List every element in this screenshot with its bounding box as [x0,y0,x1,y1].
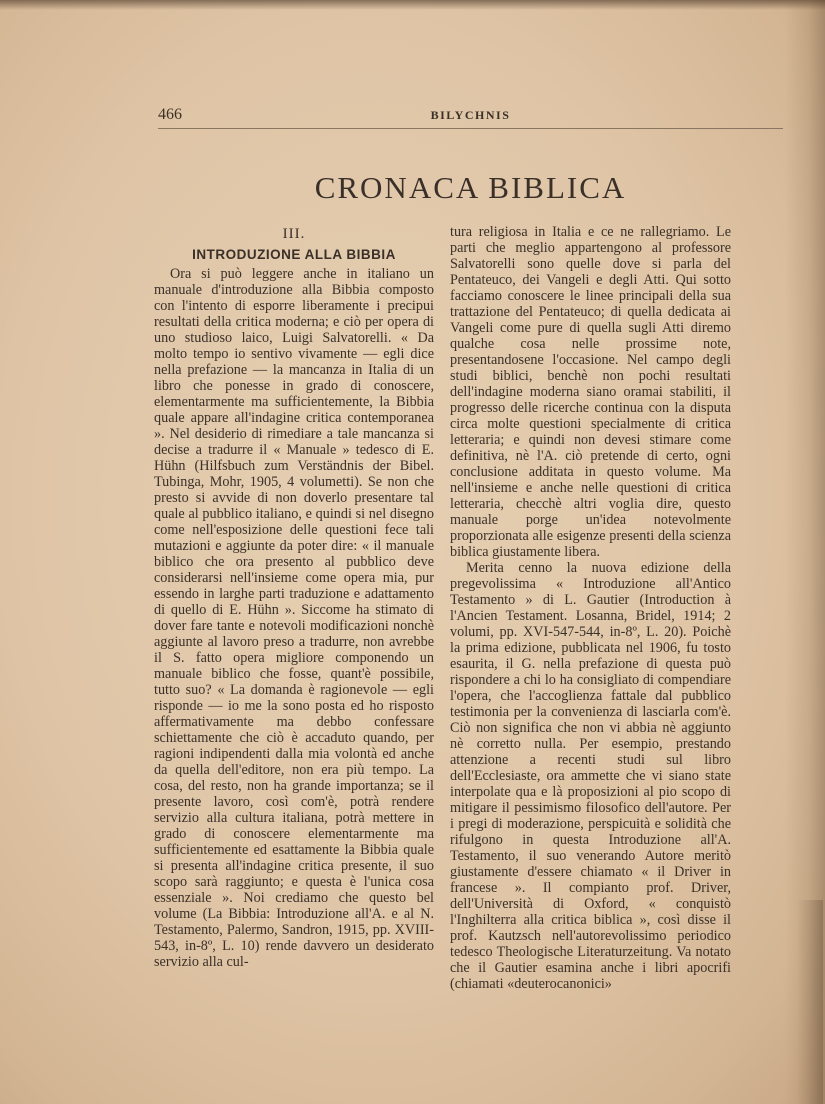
page-header [158,104,783,129]
section-numeral: III. [282,226,306,242]
right-paragraph-2: Merita cenno la nuova edizione della pregevolissima « Introduzione all'Antico Testamento » di L. Gautier (Introduction à l'Ancien Testament. Losanna, Bridel, 1914; 2 volumi, pp. XVI-547-544, in-8º, L. 20). Poichè la prima edizione, pubblicata nel 1906, fu tosto esaurita, il G. nella prefazione di questa può rispondere a chi lo ha consigliato di compendiare l'opera, che l'accoglienza fattale dal pubblico testimonia per la convenienza di lasciarla com'è. Ciò non significa che non vi abbia nè aggiunto nè corretto nulla. Per esempio, prestando attenzione a recenti studi sul libro dell'Ecclesiaste, ora ammette che vi siano state interpolate qua e là proposizioni al pio scopo di mitigare il pessimismo filosofico dell'autore. Per i pregi di moderazione, perspicuità e solidità che rifulgono in questa Introduzione all'A. Testamento, il suo venerando Autore meritò giustamente d'essere chiamato « il Driver in francese ». Il compianto prof. Driver, dell'Università di Oxford, « conquistò l'Inghilterra alla critica biblica », così disse il prof. Kautzsch nell'autorevolissimo periodico tedesco Theologische Literaturzeitung. Va notato che il Gautier esamina anche i libri apocrifi (chiamati «deuterocanonici» [450,560,731,992]
running-head: BILYCHNIS [430,108,511,122]
page-top-shadow [0,0,825,10]
section-title: CRONACA BIBLICA [314,170,627,205]
subheading: INTRODUZIONE ALLA BIBBIA [192,247,396,262]
page-fold-shadow [797,900,823,1104]
right-paragraph-1: tura religiosa in Italia e ce ne rallegriamo. Le parti che meglio appartengono al professore Salvatorelli sono quelle dove si parla del Pentateuco, dei Vangeli e degli Atti. Qui sotto facciamo conoscere le linee principali della sua trattazione del Pentateuco; di quella dedicata ai Vangeli come pure di quella sugli Atti diremo qualche cosa nelle prossime note, presentandosene l'occasione. Nel campo degli studi biblici, benchè non pochi resultati dell'indagine moderna siano oramai stabiliti, il progresso delle ricerche continua con la disputa circa molte questioni specialmente di critica letteraria; e quindi non devesi stimare come definitiva, nè l'A. ciò pretende di certo, ogni conclusione additata in questo volume. Ma nell'insieme e anche nelle questioni di critica letteraria, checchè altri voglia dire, questo manuale porge un'idea notevolmente proporzionata alle esigenze presenti della scienza biblica giustamente libera. [450,224,731,560]
page-number: 466 [158,106,182,123]
right-column [450,224,731,992]
left-paragraph: Ora si può leggere anche in italiano un manuale d'introduzione alla Bibbia composto con l'intento di esporre liberamente i precipui resultati della critica moderna; e ciò per opera di uno studioso laico, Luigi Salvatorelli. « Da molto tempo io sentivo vivamente — egli dice nella prefazione — la mancanza in Italia di un libro che ponesse in grado di conoscere, elementarmente ma sufficientemente, la Bibbia quale appare all'indagine critica contemporanea ». Nel desiderio di rimediare a tale mancanza si decise a tradurre il « Manuale » tedesco di E. Hühn (Hilfsbuch zum Verständnis der Bibel. Tubinga, Mohr, 1905, 4 volumetti). Se non che presto si avvide di non doverlo presentare tal quale al pubblico italiano, e quindi si nel disegno come nell'esposizione delle questioni fece tali mutazioni e aggiunte da poter dire: « il manuale biblico che ora presento al pubblico deve considerarsi nell'insieme come opera mia, pur essendo in larghe parti traduzione e adattamento di quello di E. Hühn ». Siccome ha stimato di dover fare tante e notevoli modificazioni nonchè aggiunte al lavoro preso a tradurre, non avrebbe il S. fatto opera migliore componendo un manuale biblico che fosse, quant'è possibile, tutto suo? « La domanda è ragionevole — egli risponde — io me la sono posta ed ho risposto affermativamente ma debbo confessare schiettamente che ciò è accaduto quando, per ragioni indipendenti dalla mia volontà ed anche da quella dell'editore, non era più tempo. La cosa, del resto, non ha grande importanza; se il presente lavoro, così com'è, potrà rendere servizio alla cultura italiana, potrà mettere in grado di conoscere elementarmente ma sufficientemente ed esattamente la Bibbia quale si presenta all'indagine critica presente, il suo scopo sarà raggiunto; e questa è l'unica cosa essenziale ». Noi crediamo che questo bel volume (La Bibbia: Introduzione all'A. e al N. Testamento, Palermo, Sandron, 1915, pp. XVIII-543, in-8º, L. 10) rende davvero un desiderato servizio alla cul- [154,266,434,970]
left-column [154,224,434,970]
